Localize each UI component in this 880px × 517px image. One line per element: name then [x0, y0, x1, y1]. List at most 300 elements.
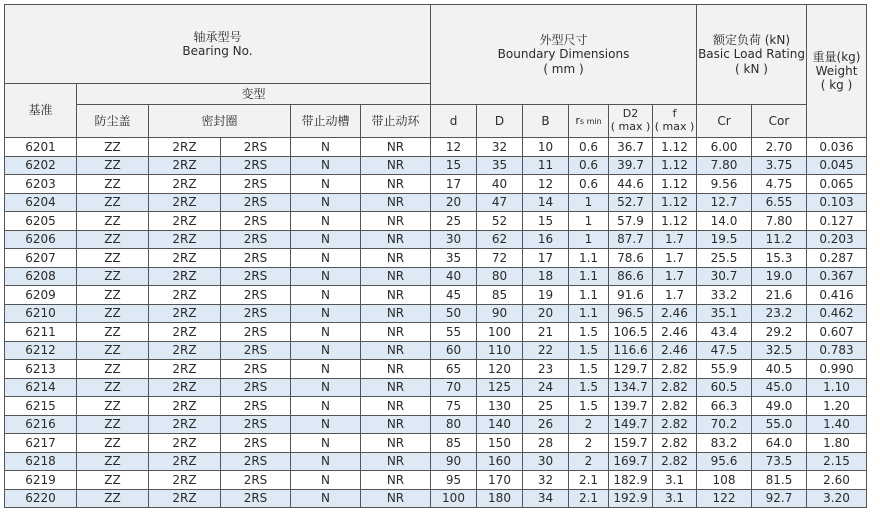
cell-d: 80 — [431, 415, 477, 434]
cell-b: 32 — [523, 471, 569, 490]
cell-seal-2rs: 2RS — [221, 304, 291, 323]
table-row — [5, 212, 867, 231]
bearing-designation-cn: 轴承型号 — [193, 29, 242, 44]
cell-cor: 11.2 — [752, 230, 807, 249]
cell-rs: 0.6 — [569, 138, 609, 157]
cell-snap-groove: N — [291, 249, 361, 268]
cell-weight: 0.127 — [807, 212, 867, 231]
cell-b: 16 — [523, 230, 569, 249]
cell-d: 65 — [431, 360, 477, 379]
cell-snap-groove: N — [291, 267, 361, 286]
d2-max-label: ( max ) — [610, 120, 651, 133]
cell-outer-d: 40 — [477, 175, 523, 194]
cell-cor: 81.5 — [752, 471, 807, 490]
cell-shield: ZZ — [77, 471, 149, 490]
cell-f: 2.82 — [653, 434, 697, 453]
table-row — [5, 175, 867, 194]
cell-seal-2rs: 2RS — [221, 286, 291, 305]
cell-cor: 6.55 — [752, 193, 807, 212]
cell-d: 85 — [431, 434, 477, 453]
load-rating-unit: ( kN ) — [735, 61, 768, 76]
cell-seal-2rz: 2RZ — [149, 341, 221, 360]
cell-shield: ZZ — [77, 341, 149, 360]
f-max-label: ( max ) — [654, 120, 695, 133]
cell-b: 10 — [523, 138, 569, 157]
cell-basic: 6202 — [5, 156, 77, 175]
cell-b: 17 — [523, 249, 569, 268]
cell-b: 15 — [523, 212, 569, 231]
cell-f: 1.12 — [653, 193, 697, 212]
table-row — [5, 415, 867, 434]
cell-rs: 1.5 — [569, 341, 609, 360]
cell-shield: ZZ — [77, 415, 149, 434]
cell-f: 1.12 — [653, 156, 697, 175]
cell-weight: 0.036 — [807, 138, 867, 157]
cell-weight: 0.203 — [807, 230, 867, 249]
cell-cor: 49.0 — [752, 397, 807, 416]
cell-d: 100 — [431, 489, 477, 508]
cell-cor: 29.2 — [752, 323, 807, 342]
cell-d2: 149.7 — [609, 415, 653, 434]
cell-d2: 169.7 — [609, 452, 653, 471]
cell-cr: 35.1 — [697, 304, 752, 323]
cell-f: 2.82 — [653, 378, 697, 397]
cell-cr: 55.9 — [697, 360, 752, 379]
cell-shield: ZZ — [77, 378, 149, 397]
cell-seal-2rz: 2RZ — [149, 156, 221, 175]
cell-snap-groove: N — [291, 175, 361, 194]
cell-seal-2rz: 2RZ — [149, 175, 221, 194]
cell-weight: 1.80 — [807, 434, 867, 453]
cell-cr: 14.0 — [697, 212, 752, 231]
cell-d2: 192.9 — [609, 489, 653, 508]
cell-cr: 9.56 — [697, 175, 752, 194]
cell-d2: 139.7 — [609, 397, 653, 416]
cell-seal-2rz: 2RZ — [149, 378, 221, 397]
cell-seal-2rs: 2RS — [221, 156, 291, 175]
cell-b: 24 — [523, 378, 569, 397]
table-row — [5, 230, 867, 249]
cell-cor: 32.5 — [752, 341, 807, 360]
cell-snap-ring: NR — [361, 249, 431, 268]
cell-shield: ZZ — [77, 304, 149, 323]
cell-f: 1.7 — [653, 249, 697, 268]
cell-seal-2rs: 2RS — [221, 175, 291, 194]
cell-snap-ring: NR — [361, 378, 431, 397]
cell-basic: 6211 — [5, 323, 77, 342]
cell-basic: 6207 — [5, 249, 77, 268]
cell-rs: 1.1 — [569, 249, 609, 268]
cell-seal-2rs: 2RS — [221, 138, 291, 157]
cell-cr: 108 — [697, 471, 752, 490]
table-row — [5, 471, 867, 490]
cell-cor: 92.7 — [752, 489, 807, 508]
cell-seal-2rs: 2RS — [221, 378, 291, 397]
cell-snap-groove: N — [291, 323, 361, 342]
cell-rs: 1.5 — [569, 397, 609, 416]
cell-cr: 47.5 — [697, 341, 752, 360]
cell-snap-groove: N — [291, 156, 361, 175]
table-row — [5, 323, 867, 342]
cell-snap-ring: NR — [361, 193, 431, 212]
cell-snap-ring: NR — [361, 230, 431, 249]
cell-snap-ring: NR — [361, 323, 431, 342]
cell-d: 45 — [431, 286, 477, 305]
bearing-designation-header — [5, 5, 431, 84]
cell-cor: 45.0 — [752, 378, 807, 397]
cell-cor: 23.2 — [752, 304, 807, 323]
cell-d: 17 — [431, 175, 477, 194]
cell-outer-d: 120 — [477, 360, 523, 379]
cell-d2: 159.7 — [609, 434, 653, 453]
weight-header — [807, 5, 867, 138]
cell-basic: 6216 — [5, 415, 77, 434]
cell-snap-ring: NR — [361, 156, 431, 175]
col-d-header: d — [431, 105, 477, 138]
cell-cr: 12.7 — [697, 193, 752, 212]
cell-d: 60 — [431, 341, 477, 360]
cell-f: 1.7 — [653, 267, 697, 286]
cell-rs: 2.1 — [569, 489, 609, 508]
cell-snap-ring: NR — [361, 286, 431, 305]
cell-rs: 1 — [569, 230, 609, 249]
cell-d: 25 — [431, 212, 477, 231]
weight-en: Weight — [815, 63, 858, 78]
cell-snap-groove: N — [291, 415, 361, 434]
cell-seal-2rz: 2RZ — [149, 138, 221, 157]
table-row — [5, 489, 867, 508]
cell-f: 2.46 — [653, 341, 697, 360]
table-row — [5, 138, 867, 157]
cell-cr: 66.3 — [697, 397, 752, 416]
d2-label: D2 — [622, 107, 639, 121]
cell-shield: ZZ — [77, 489, 149, 508]
cell-d2: 182.9 — [609, 471, 653, 490]
cell-f: 3.1 — [653, 489, 697, 508]
cell-snap-ring: NR — [361, 175, 431, 194]
cell-shield: ZZ — [77, 138, 149, 157]
cell-cr: 70.2 — [697, 415, 752, 434]
col-b-header: B — [523, 105, 569, 138]
cell-d2: 86.6 — [609, 267, 653, 286]
col-cr-header: Cr — [697, 105, 752, 138]
cell-cor: 3.75 — [752, 156, 807, 175]
cell-d2: 52.7 — [609, 193, 653, 212]
cell-weight: 0.783 — [807, 341, 867, 360]
boundary-dimensions-header — [431, 5, 697, 105]
cell-d: 20 — [431, 193, 477, 212]
cell-b: 22 — [523, 341, 569, 360]
cell-seal-2rz: 2RZ — [149, 452, 221, 471]
cell-snap-groove: N — [291, 341, 361, 360]
cell-outer-d: 32 — [477, 138, 523, 157]
cell-seal-2rz: 2RZ — [149, 471, 221, 490]
cell-rs: 1.1 — [569, 304, 609, 323]
weight-unit: ( kg ) — [820, 78, 853, 93]
table-row — [5, 156, 867, 175]
cell-weight: 0.065 — [807, 175, 867, 194]
cell-f: 2.82 — [653, 452, 697, 471]
cell-d2: 36.7 — [609, 138, 653, 157]
cell-weight: 0.416 — [807, 286, 867, 305]
cell-weight: 1.20 — [807, 397, 867, 416]
cell-d: 30 — [431, 230, 477, 249]
cell-snap-groove: N — [291, 212, 361, 231]
cell-seal-2rz: 2RZ — [149, 249, 221, 268]
cell-shield: ZZ — [77, 212, 149, 231]
cell-seal-2rs: 2RS — [221, 193, 291, 212]
cell-snap-ring: NR — [361, 397, 431, 416]
cell-d2: 87.7 — [609, 230, 653, 249]
cell-rs: 2 — [569, 415, 609, 434]
cell-weight: 3.20 — [807, 489, 867, 508]
cell-shield: ZZ — [77, 323, 149, 342]
cell-outer-d: 180 — [477, 489, 523, 508]
cell-cr: 6.00 — [697, 138, 752, 157]
table-row — [5, 304, 867, 323]
cell-b: 21 — [523, 323, 569, 342]
cell-seal-2rz: 2RZ — [149, 304, 221, 323]
cell-snap-ring: NR — [361, 434, 431, 453]
cell-d: 40 — [431, 267, 477, 286]
cell-outer-d: 47 — [477, 193, 523, 212]
cell-snap-groove: N — [291, 397, 361, 416]
cell-seal-2rs: 2RS — [221, 471, 291, 490]
cell-seal-2rz: 2RZ — [149, 434, 221, 453]
cell-rs: 1.5 — [569, 360, 609, 379]
cell-b: 11 — [523, 156, 569, 175]
cell-seal-2rs: 2RS — [221, 360, 291, 379]
seal-header: 密封圈 — [149, 105, 291, 138]
cell-snap-ring: NR — [361, 471, 431, 490]
cell-b: 20 — [523, 304, 569, 323]
cell-seal-2rs: 2RS — [221, 489, 291, 508]
cell-rs: 2 — [569, 434, 609, 453]
load-rating-cn: 额定负荷 (kN) — [712, 33, 791, 48]
spec-table-body — [5, 138, 867, 508]
cell-weight: 0.990 — [807, 360, 867, 379]
snap-ring-header: 带止动环 — [361, 105, 431, 138]
cell-cr: 60.5 — [697, 378, 752, 397]
cell-outer-d: 80 — [477, 267, 523, 286]
cell-shield: ZZ — [77, 360, 149, 379]
cell-f: 3.1 — [653, 471, 697, 490]
cell-b: 14 — [523, 193, 569, 212]
cell-cr: 30.7 — [697, 267, 752, 286]
cell-cr: 33.2 — [697, 286, 752, 305]
cell-weight: 0.367 — [807, 267, 867, 286]
cell-seal-2rs: 2RS — [221, 341, 291, 360]
cell-seal-2rz: 2RZ — [149, 360, 221, 379]
bearing-spec-table — [4, 4, 867, 508]
cell-seal-2rs: 2RS — [221, 415, 291, 434]
cell-d2: 129.7 — [609, 360, 653, 379]
cell-shield: ZZ — [77, 175, 149, 194]
cell-outer-d: 150 — [477, 434, 523, 453]
cell-rs: 2.1 — [569, 471, 609, 490]
cell-basic: 6218 — [5, 452, 77, 471]
cell-b: 23 — [523, 360, 569, 379]
cell-basic: 6217 — [5, 434, 77, 453]
cell-basic: 6201 — [5, 138, 77, 157]
cell-outer-d: 85 — [477, 286, 523, 305]
cell-seal-2rz: 2RZ — [149, 489, 221, 508]
cell-cor: 40.5 — [752, 360, 807, 379]
cell-weight: 0.103 — [807, 193, 867, 212]
table-row — [5, 452, 867, 471]
cell-seal-2rs: 2RS — [221, 249, 291, 268]
boundary-dimensions-unit: ( mm ) — [543, 61, 584, 76]
cell-seal-2rs: 2RS — [221, 397, 291, 416]
shield-header: 防尘盖 — [77, 105, 149, 138]
cell-cor: 73.5 — [752, 452, 807, 471]
cell-snap-ring: NR — [361, 304, 431, 323]
cell-cor: 19.0 — [752, 267, 807, 286]
cell-cor: 2.70 — [752, 138, 807, 157]
cell-b: 34 — [523, 489, 569, 508]
cell-b: 19 — [523, 286, 569, 305]
cell-d: 90 — [431, 452, 477, 471]
cell-basic: 6212 — [5, 341, 77, 360]
cell-outer-d: 52 — [477, 212, 523, 231]
rs-subscript: s min — [579, 116, 602, 126]
cell-shield: ZZ — [77, 434, 149, 453]
cell-f: 2.82 — [653, 415, 697, 434]
f-label: f — [672, 107, 677, 121]
cell-snap-groove: N — [291, 193, 361, 212]
basic-header: 基准 — [5, 84, 77, 138]
cell-weight: 2.60 — [807, 471, 867, 490]
cell-basic: 6214 — [5, 378, 77, 397]
cell-basic: 6219 — [5, 471, 77, 490]
cell-snap-ring: NR — [361, 267, 431, 286]
cell-snap-groove: N — [291, 489, 361, 508]
cell-f: 1.12 — [653, 175, 697, 194]
cell-rs: 1.5 — [569, 323, 609, 342]
cell-d2: 44.6 — [609, 175, 653, 194]
cell-d: 50 — [431, 304, 477, 323]
cell-seal-2rz: 2RZ — [149, 397, 221, 416]
cell-outer-d: 170 — [477, 471, 523, 490]
cell-d2: 39.7 — [609, 156, 653, 175]
col-f-header — [653, 105, 697, 138]
cell-outer-d: 35 — [477, 156, 523, 175]
cell-basic: 6206 — [5, 230, 77, 249]
cell-outer-d: 110 — [477, 341, 523, 360]
cell-outer-d: 130 — [477, 397, 523, 416]
bearing-spec-sheet — [4, 4, 867, 508]
cell-f: 2.46 — [653, 323, 697, 342]
cell-snap-ring: NR — [361, 138, 431, 157]
cell-rs: 1.1 — [569, 286, 609, 305]
cell-outer-d: 100 — [477, 323, 523, 342]
cell-shield: ZZ — [77, 267, 149, 286]
cell-shield: ZZ — [77, 156, 149, 175]
cell-d2: 91.6 — [609, 286, 653, 305]
cell-rs: 1.5 — [569, 378, 609, 397]
cell-cr: 83.2 — [697, 434, 752, 453]
cell-b: 28 — [523, 434, 569, 453]
cell-weight: 1.40 — [807, 415, 867, 434]
cell-basic: 6208 — [5, 267, 77, 286]
cell-rs: 1 — [569, 212, 609, 231]
cell-f: 2.82 — [653, 397, 697, 416]
cell-cor: 64.0 — [752, 434, 807, 453]
cell-cor: 4.75 — [752, 175, 807, 194]
cell-cr: 7.80 — [697, 156, 752, 175]
cell-seal-2rs: 2RS — [221, 452, 291, 471]
cell-outer-d: 160 — [477, 452, 523, 471]
cell-d: 95 — [431, 471, 477, 490]
cell-snap-ring: NR — [361, 489, 431, 508]
table-row — [5, 341, 867, 360]
cell-b: 30 — [523, 452, 569, 471]
cell-seal-2rz: 2RZ — [149, 267, 221, 286]
load-rating-header — [697, 5, 807, 105]
cell-d: 55 — [431, 323, 477, 342]
table-row — [5, 267, 867, 286]
weight-cn: 重量(kg) — [812, 49, 861, 64]
cell-shield: ZZ — [77, 286, 149, 305]
cell-f: 1.7 — [653, 230, 697, 249]
table-row — [5, 434, 867, 453]
cell-outer-d: 62 — [477, 230, 523, 249]
table-row — [5, 378, 867, 397]
cell-d: 15 — [431, 156, 477, 175]
cell-snap-groove: N — [291, 286, 361, 305]
table-row — [5, 286, 867, 305]
cell-cr: 95.6 — [697, 452, 752, 471]
cell-b: 18 — [523, 267, 569, 286]
cell-snap-groove: N — [291, 138, 361, 157]
cell-shield: ZZ — [77, 249, 149, 268]
cell-seal-2rs: 2RS — [221, 323, 291, 342]
cell-d2: 96.5 — [609, 304, 653, 323]
cell-basic: 6213 — [5, 360, 77, 379]
cell-outer-d: 140 — [477, 415, 523, 434]
cell-seal-2rz: 2RZ — [149, 212, 221, 231]
cell-basic: 6220 — [5, 489, 77, 508]
cell-f: 1.12 — [653, 138, 697, 157]
cell-basic: 6205 — [5, 212, 77, 231]
cell-cr: 25.5 — [697, 249, 752, 268]
boundary-dimensions-cn: 外型尺寸 — [539, 33, 588, 48]
cell-cor: 55.0 — [752, 415, 807, 434]
cell-f: 1.12 — [653, 212, 697, 231]
cell-seal-2rs: 2RS — [221, 434, 291, 453]
cell-snap-groove: N — [291, 360, 361, 379]
col-rs-header — [569, 105, 609, 138]
cell-snap-ring: NR — [361, 415, 431, 434]
col-d2-header — [609, 105, 653, 138]
cell-basic: 6210 — [5, 304, 77, 323]
cell-snap-groove: N — [291, 452, 361, 471]
cell-cor: 15.3 — [752, 249, 807, 268]
cell-rs: 1.1 — [569, 267, 609, 286]
cell-weight: 1.10 — [807, 378, 867, 397]
table-row — [5, 249, 867, 268]
cell-snap-groove: N — [291, 471, 361, 490]
cell-seal-2rz: 2RZ — [149, 193, 221, 212]
cell-shield: ZZ — [77, 452, 149, 471]
bearing-designation-en: Bearing No. — [182, 44, 253, 58]
cell-cr: 43.4 — [697, 323, 752, 342]
cell-cor: 21.6 — [752, 286, 807, 305]
cell-d2: 78.6 — [609, 249, 653, 268]
cell-snap-ring: NR — [361, 341, 431, 360]
cell-basic: 6204 — [5, 193, 77, 212]
cell-d: 12 — [431, 138, 477, 157]
